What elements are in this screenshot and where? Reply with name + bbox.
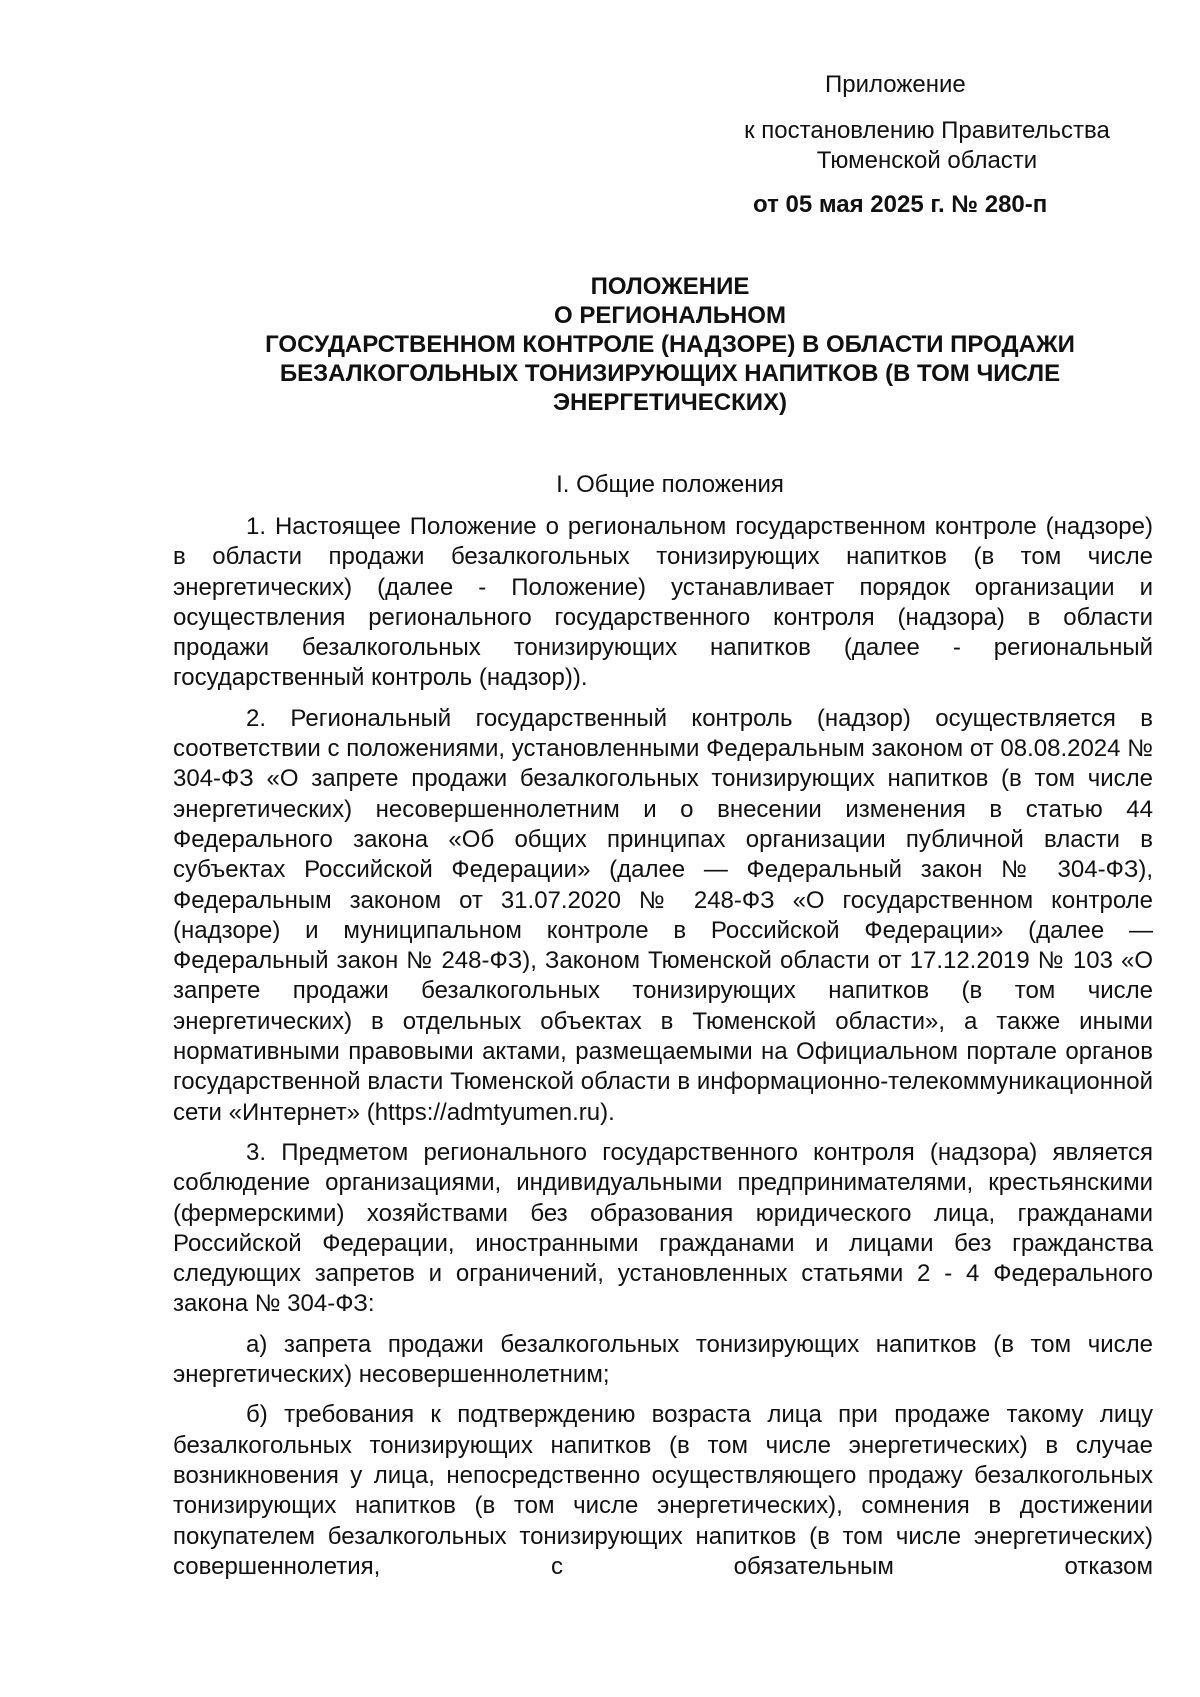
title-line: БЕЗАЛКОГОЛЬНЫХ ТОНИЗИРУЮЩИХ НАПИТКОВ (В ТОМ ЧИСЛЕ (279, 360, 1061, 387)
paragraph: б) требования к подтверждению возраста лица при продаже такому лицу безалкогольных тонизирующих напитков (в том числе энергетических) в случае возникновения у лица, непосредственно осуществляющего продажу безалкогольных тонизирующих напитков (в том числе энергетических), сомнения в достижении покупателем безалкогольных тонизирующих напитков (в том числе энергетических) совершеннолетия, с обязательным отказом (173, 1401, 1153, 1580)
appendix-label: Приложение (825, 71, 966, 98)
document-body (173, 512, 1153, 1592)
paragraph: 3. Предметом регионального государственного контроля (надзора) является соблюдение организациями, индивидуальными предпринимателями, крестьянскими (фермерскими) хозяйствами без образования юридического лица, гражданами Российской Федерации, иностранными гражданами и лицами без гражданства следующих запретов и ограничений, установленных статьями 2 - 4 Федерального закона № 304-ФЗ: (173, 1138, 1153, 1318)
title-line: ПОЛОЖЕНИЕ (590, 273, 750, 300)
paragraph: 1. Настоящее Положение о региональном государственном контроле (надзоре) в области продажи безалкогольных тонизирующих напитков (в том числе энергетических) (далее - Положение) устанавливает порядок организации и осуществления регионального государственного контроля (надзора) в области продажи безалкогольных тонизирующих напитков (далее - региональный государственный контроль (надзор)). (173, 513, 1153, 692)
appendix-date-number: от 05 мая 2025 г. № 280-п (753, 191, 1048, 218)
title-line: ГОСУДАРСТВЕННОМ КОНТРОЛЕ (НАДЗОРЕ) В ОБЛАСТИ ПРОДАЖИ (265, 331, 1075, 358)
paragraph: 2. Региональный государственный контроль (надзор) осуществляется в соответствии с положениями, установленными Федеральным законом от 08.08.2024 № 304-ФЗ «О запрете продажи безалкогольных тонизирующих напитков (в том числе энергетических) несовершеннолетним и о внесении изменения в статью 44 Федерального закона «Об общих принципах организации публичной власти в субъектах Российской Федерации» (далее — Федеральный закон № 304-ФЗ), Федеральным законом от 31.07.2020 № 248-ФЗ «О государственном контроле (надзоре) и муниципальном контроле в Российской Федерации» (далее — Федеральный закон № 248-ФЗ), Законом Тюменской области от 17.12.2019 № 103 «О запрете продажи безалкогольных тонизирующих напитков (в том числе энергетических) в отдельных объектах в Тюменской области», а также иными нормативными правовыми актами, размещаемыми на Официальном портале органов государственной власти Тюменской области в информационно-телекоммуникационной сети «Интернет» (https://admtyumen.ru). (173, 704, 1153, 1126)
document-title (170, 272, 1170, 417)
appendix-decree-line: Тюменской области (816, 147, 1038, 174)
appendix-decree-reference (707, 116, 1147, 176)
appendix-decree-line: к постановлению Правительства (744, 117, 1110, 144)
section-heading: I. Общие положения (556, 471, 784, 498)
title-line: О РЕГИОНАЛЬНОМ (554, 302, 786, 329)
paragraph: а) запрета продажи безалкогольных тонизирующих напитков (в том числе энергетических) несовершеннолетним; (173, 1330, 1153, 1389)
title-line: ЭНЕРГЕТИЧЕСКИХ) (552, 389, 788, 416)
